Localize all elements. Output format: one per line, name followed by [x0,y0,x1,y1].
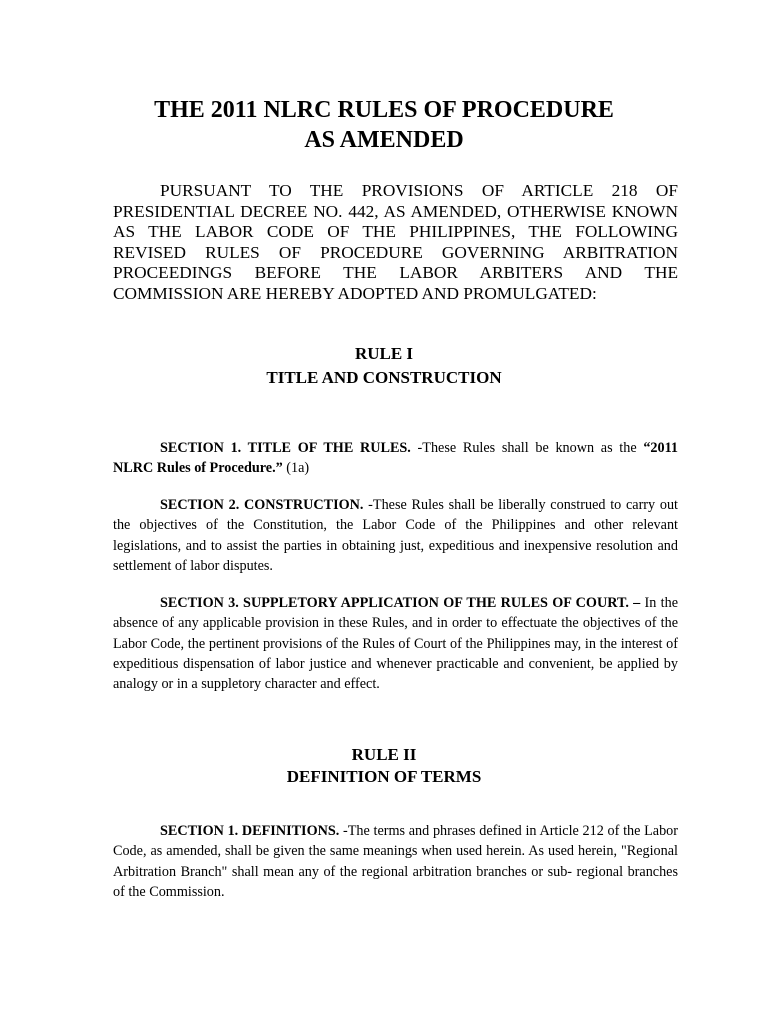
rule-1-section-3-title: SECTION 3. SUPPLETORY APPLICATION OF THE RULES OF COURT. – [160,595,641,611]
rule-2-number: RULE II [351,745,417,764]
rule-2-section-1-text: -The terms and phrases defined in Article 212 of the Labor Code, as amended, shall be given the same meanings when used herein. As used herein, "Regional Arbitration Branch" shall mean any of the regional arbitration branches or sub- regional branches of the Commission. [113,823,679,900]
rule-1-section-2 [113,495,678,576]
rule-1-section-1-title: SECTION 1. TITLE OF THE RULES. [160,440,411,456]
rule-1-heading: TITLE AND CONSTRUCTION [266,368,502,387]
rule-1-section-1 [113,438,678,479]
preamble-paragraph: PURSUANT TO THE PROVISIONS OF ARTICLE 218 OF PRESIDENTIAL DECREE NO. 442, AS AMENDED, OTHERWISE KNOWN AS THE LABOR CODE OF THE PHILIPPINES, THE FOLLOWING REVISED RULES OF PROCEDURE GOVERNING ARBITRATION PROCEEDINGS BEFORE THE LABOR ARBITERS AND THE COMMISSION ARE HEREBY ADOPTED AND PROMULGATED: [113,181,678,303]
rule-2-heading: DEFINITION OF TERMS [286,767,482,786]
rule-1-number: RULE I [354,344,414,363]
rule-1-section-3-text: In the absence of any applicable provision in these Rules, and in order to effectuate the objectives of the Labor Code, the pertinent provisions of the Rules of Court of the Philippines may, in the interest of expeditious dispensation of labor justice and whenever practicable and convenient, be applied by analogy or in a suppletory character and effect. [113,595,678,693]
rule-1-section-2-title: SECTION 2. CONSTRUCTION. [160,497,364,513]
document-title-line-2: AS AMENDED [304,127,464,153]
rule-2-section-1 [113,821,678,902]
rule-1-section-3 [113,593,678,694]
rule-1-section-1-citation: (1a) [282,460,310,477]
rule-2-section-1-title: SECTION 1. DEFINITIONS. [160,823,340,839]
document-title-line-1: THE 2011 NLRC RULES OF PROCEDURE [154,97,614,123]
rule-1-section-2-text: -These Rules shall be liberally construed to carry out the objectives of the Constitution, the Labor Code of the Philippines and other relevant legislations, and to assist the parties in obtaining just, expeditious and inexpensive resolution and settlement of labor disputes. [113,497,678,574]
rule-1-section-1-quoted-name: “2011 NLRC Rules of Procedure.” [113,440,679,477]
rule-1-section-1-text: -These Rules shall be known as the [410,440,644,456]
